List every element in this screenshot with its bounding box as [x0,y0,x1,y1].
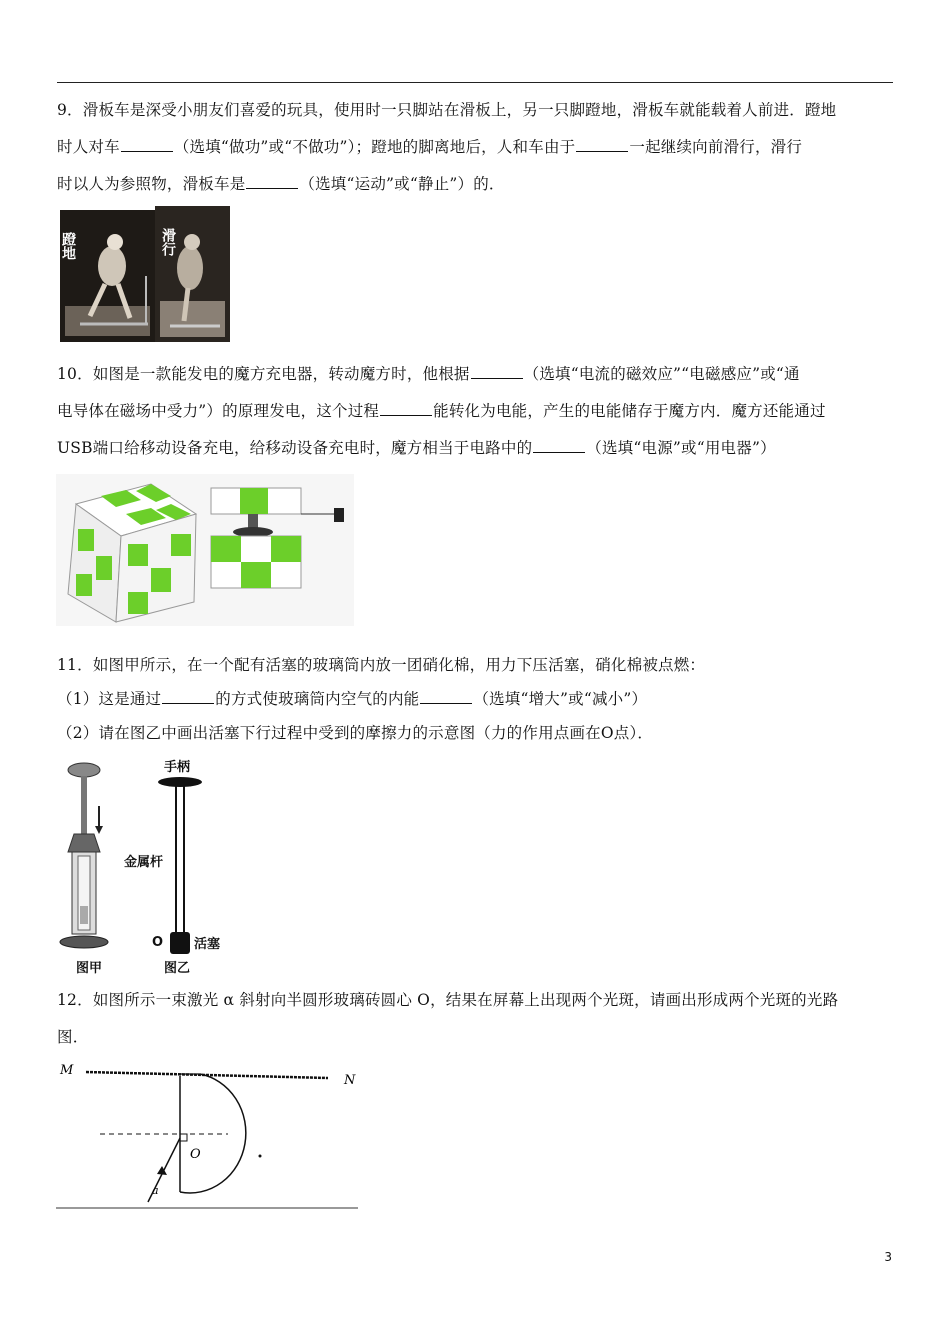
q10-line-1: 10．如图是一款能发电的魔方充电器，转动魔方时，他根据 （选填“电流的磁效应”“电磁感应”或“通 [57,365,800,383]
handle-label: 手柄 [164,760,191,775]
cube-left [68,484,196,622]
photo-label-glide: 滑行 [160,228,176,256]
label-a: a [152,1184,159,1197]
question-11 [57,648,895,750]
q11-line-3: （2）请在图乙中画出活塞下行过程中受到的摩擦力的示意图（力的作用点画在O点）． [57,724,654,742]
question-9 [57,92,895,203]
q12-line-2: 图． [57,1028,89,1046]
label-m: M [60,1063,74,1078]
figure-b-label: 图乙 [164,961,191,976]
answer-blank[interactable] [121,137,173,152]
question-10 [57,356,895,467]
q9-line-3: 时以人为参照物，滑板车是 （选填“运动”或“静止”）的． [57,175,505,193]
q9-line-1: 9．滑板车是深受小朋友们喜爱的玩具，使用时一只脚站在滑板上，另一只脚蹬地，滑板车就能载着人前进．蹬地 [57,101,837,119]
answer-blank[interactable] [246,174,298,189]
q10-line-3: USB端口给移动设备充电，给移动设备充电时，魔方相当于电路中的 （选填“电源”或“用电器”） [57,439,776,457]
screen-mn [86,1072,328,1078]
figure-a-fire-syringe [60,763,108,976]
semicircle-glass-diagram [56,1058,360,1210]
figure-a-label: 图甲 [76,961,103,976]
rod-label: 金属杆 [124,855,164,870]
label-n: N [344,1073,356,1088]
page-number: 3 [884,1250,892,1264]
figure-b-piston-diagram [124,759,220,976]
answer-blank[interactable] [533,438,585,453]
answer-blank[interactable] [471,364,523,379]
q12-line-1: 12．如图所示一束激光 α 斜射向半圆形玻璃砖圆心 O，结果在屏幕上出现两个光斑，请画出形成两个光斑的光路 [57,991,839,1009]
question-12 [57,982,895,1056]
point-o-label: O [152,935,164,950]
q11-line-1: 11．如图甲所示，在一个配有活塞的玻璃筒内放一团硝化棉，用力下压活塞，硝化棉被点燃： [57,656,706,674]
label-o: O [190,1147,201,1162]
photo-label-kick: 蹬地 [60,232,76,260]
q9-line-2: 时人对车 （选填“做功”或“不做功”）；蹬地的脚离地后，人和车由于 一起继续向前滑行，滑行 [57,138,803,156]
answer-blank[interactable] [162,689,214,704]
scooter-photo [60,206,230,346]
q10-line-2: 电导体在磁场中受力”）的原理发电，这个过程 能转化为电能，产生的电能储存于魔方内．魔方还能通过 [57,402,826,420]
q11-line-2: （1）这是通过 的方式使玻璃筒内空气的内能 （选填“增大”或“减小”） [57,690,648,708]
rubiks-cube-charger-image [56,474,354,626]
header-rule [57,82,893,83]
answer-blank[interactable] [576,137,628,152]
piston-figures [56,756,246,978]
answer-blank[interactable] [380,401,432,416]
piston-label: 活塞 [194,937,221,952]
answer-blank[interactable] [420,689,472,704]
